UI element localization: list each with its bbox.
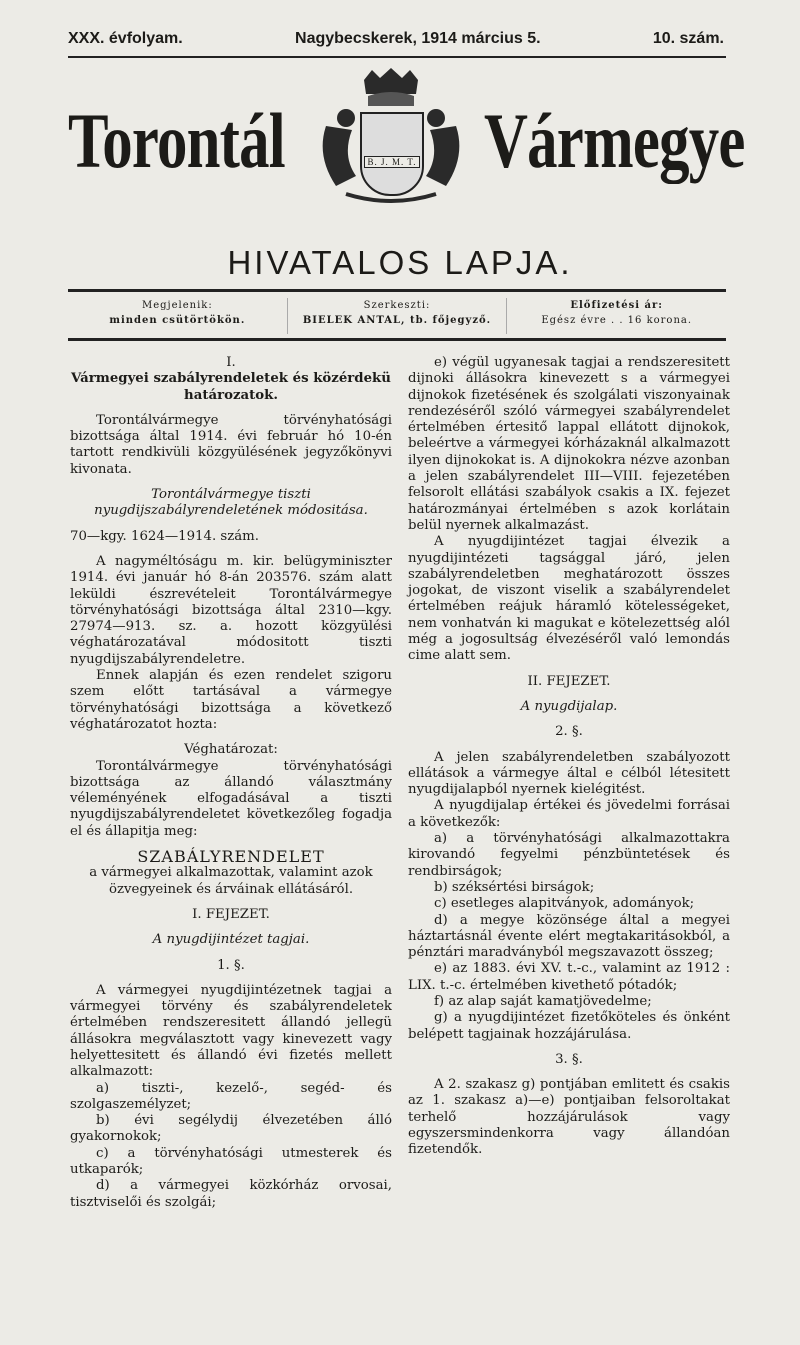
title-left: Torontál [68,97,285,184]
section-heading: Vármegyei szabályrendeletek és közérdekü határozatok. [71,371,391,403]
volume-label: XXX. évfolyam. [68,30,183,47]
right-column [408,355,730,1159]
paragraph: Torontálvármegye törvényhatósági bizottsága az állandó választmány véleményének elfogadásával a tiszti nyugdijszabályrendeletet következőleg fogadja el és állapitja meg: [70,758,392,839]
appears-value: minden csütörtökön. [109,315,246,326]
resolution-heading: Véghatározat: [184,742,278,758]
editor-label: Szerkeszti: [363,300,431,311]
list-item: b) évi segélydij élvezetében álló gyakornokok; [70,1113,392,1145]
paragraph: A nyugdijintézet tagjai élvezik a nyugdijintézeti tagsággal járó, jelen szabályrendeletben meghatározott összes jogokat, de viszont viselik a szabályrendelet értelmében reájuk háramló kötelességeket, nem vonhatván ki magukat e kötelezettség alól még a jogosultság élvezéséről való lemondás cime alatt sem. [408,534,730,664]
paragraph: A jelen szabályrendeletben szabályozott ellátások a vármegye által e célból létesitett nyugdijalapból nyernek kielégitést. [408,749,730,798]
editor-value: BIELEK ANTAL, tb. főjegyző. [302,315,492,326]
chapter-subtitle: A nyugdijintézet tagjai. [152,932,310,948]
editor-info [287,298,508,334]
price-info [507,298,726,334]
appears-info [68,298,287,334]
paragraph-number: 2. §. [555,724,583,740]
list-item: f) az alap saját kamatjövedelme; [434,993,652,1009]
paragraph: A 2. szakasz g) pontjában emlitett és csakis az 1. szakasz a)—e) pontjaiban felsoroltakat terhelő hozzájárulások vagy egyszersmindenkorra vagy állandóan fizetendők. [408,1077,730,1158]
intro-paragraph: Torontálvármegye törvényhatósági bizottsága által 1914. évi február hó 10-én tartott rendkivüli közgyülésének jegyzőkönyvi kivonata. [70,412,392,477]
list-item: e) az 1883. évi XV. t.-c., valamint az 1912 : LIX. t.-c. értelmében kivethető pótadók; [408,961,730,993]
italic-title: Torontálvármegye tiszti nyugdijszabályrendeletének módositása. [94,487,368,519]
masthead [68,62,745,232]
paragraph: A nyugdijalap értékei és jövedelmi forrásai a következők: [408,798,730,830]
list-item: b) széksértési birságok; [434,879,595,895]
issue-number: 10. szám. [652,30,724,47]
dateline: Nagybecskerek, 1914 március 5. [295,30,541,47]
list-item: c) esetleges alapitványok, adományok; [434,896,695,912]
header-rule [68,56,726,58]
list-item: d) a megye közönsége által a megyei háztartásnál évente elért megtakaritásokból, a pénztári maradványból megszavazott összeg; [408,912,730,961]
paragraph: A vármegyei nyugdijintézetnek tagjai a vármegyei törvény és szabályrendeletek értelmében rendszeresitett állandó jellegü állásokra megválasztott vagy kinevezett vagy helyettesitett és állandó évi fizetés mellett alkalmazott: [70,982,392,1080]
left-column [70,355,392,1211]
list-item: g) a nyugdijintézet fizetőköteles és önként belépett tagjainak hozzájárulása. [408,1010,730,1042]
chapter-subtitle: A nyugdijalap. [520,698,618,714]
regulation-subtitle: a vármegyei alkalmazottak, valamint azok özvegyeinek és árváinak ellátásáról. [89,865,373,897]
paragraph: Ennek alapján és ezen rendelet szigoru szem előtt tartásával a vármegye törvényhatósági bizottsága a következő véghatározatot hozta: [70,668,392,732]
list-item: a) a törvényhatósági alkalmazottakra kirovandó fegyelmi pénzbüntetések és rendbirságok; [408,831,730,879]
info-bottom-rule [68,338,726,341]
chapter-heading: II. FEJEZET. [527,673,611,689]
reference-number: 70—kgy. 1624—1914. szám. [70,528,260,544]
list-item: e) végül ugyanesak tagjai a rendszeresitett dijnoki állásokra kinevezett s a vármegyei dijnokok fizetésének és szolgálati viszonyainak rendezéséről szóló vármegyei szabályrendelet értelmében értesitő lappal ellátott dijnokok, beleértve a vármegyei kórházaknál alkalmazott ilyen dijnokokat is. A dijnokokra nézve azonban a jelen szabályrendelet III—VIII. fejezetében felsorolt ellátási szabályok csakis a IX. fejezet határozmányai értelmében s azok korlátain belül nyernek alkalmazást. [408,355,730,533]
list-item: a) tiszti-, kezelő-, segéd- és szolgaszemélyzet; [70,1080,392,1112]
info-band [68,298,726,334]
title-right: Vármegye [484,97,745,184]
appears-label: Megjelenik: [141,300,213,311]
price-label: Előfizetési ár: [570,300,663,311]
paragraph: A nagyméltóságu m. kir. belügyminiszter 1914. évi január hó 8-án 203576. szám alatt leküldi észrevételeit Torontálvármegye törvényhatósági bizottsága által 2310—kgy. 27974—913. sz. a. hozott közgyülési véghatározatával módositott tiszti nyugdijszabályrendeletre. [70,553,392,667]
regulation-title: SZABÁLYRENDELET [137,847,325,867]
coat-of-arms-icon [306,66,476,206]
crest-label: B. J. M. T. [364,156,421,168]
info-top-rule [68,289,726,292]
paragraph-number: 1. §. [217,957,245,973]
issue-header-line [68,30,724,48]
paragraph-number: 3. §. [555,1051,583,1067]
subtitle: HIVATALOS LAPJA. [227,244,573,281]
list-item: d) a vármegyei közkórház orvosai, tisztviselői és szolgái; [70,1178,392,1210]
list-item: c) a törvényhatósági utmesterek és utkaparók; [70,1145,392,1178]
section-numeral: I. [226,355,236,370]
chapter-heading: I. FEJEZET. [192,906,270,922]
price-value: Egész évre . . 16 korona. [541,315,693,326]
